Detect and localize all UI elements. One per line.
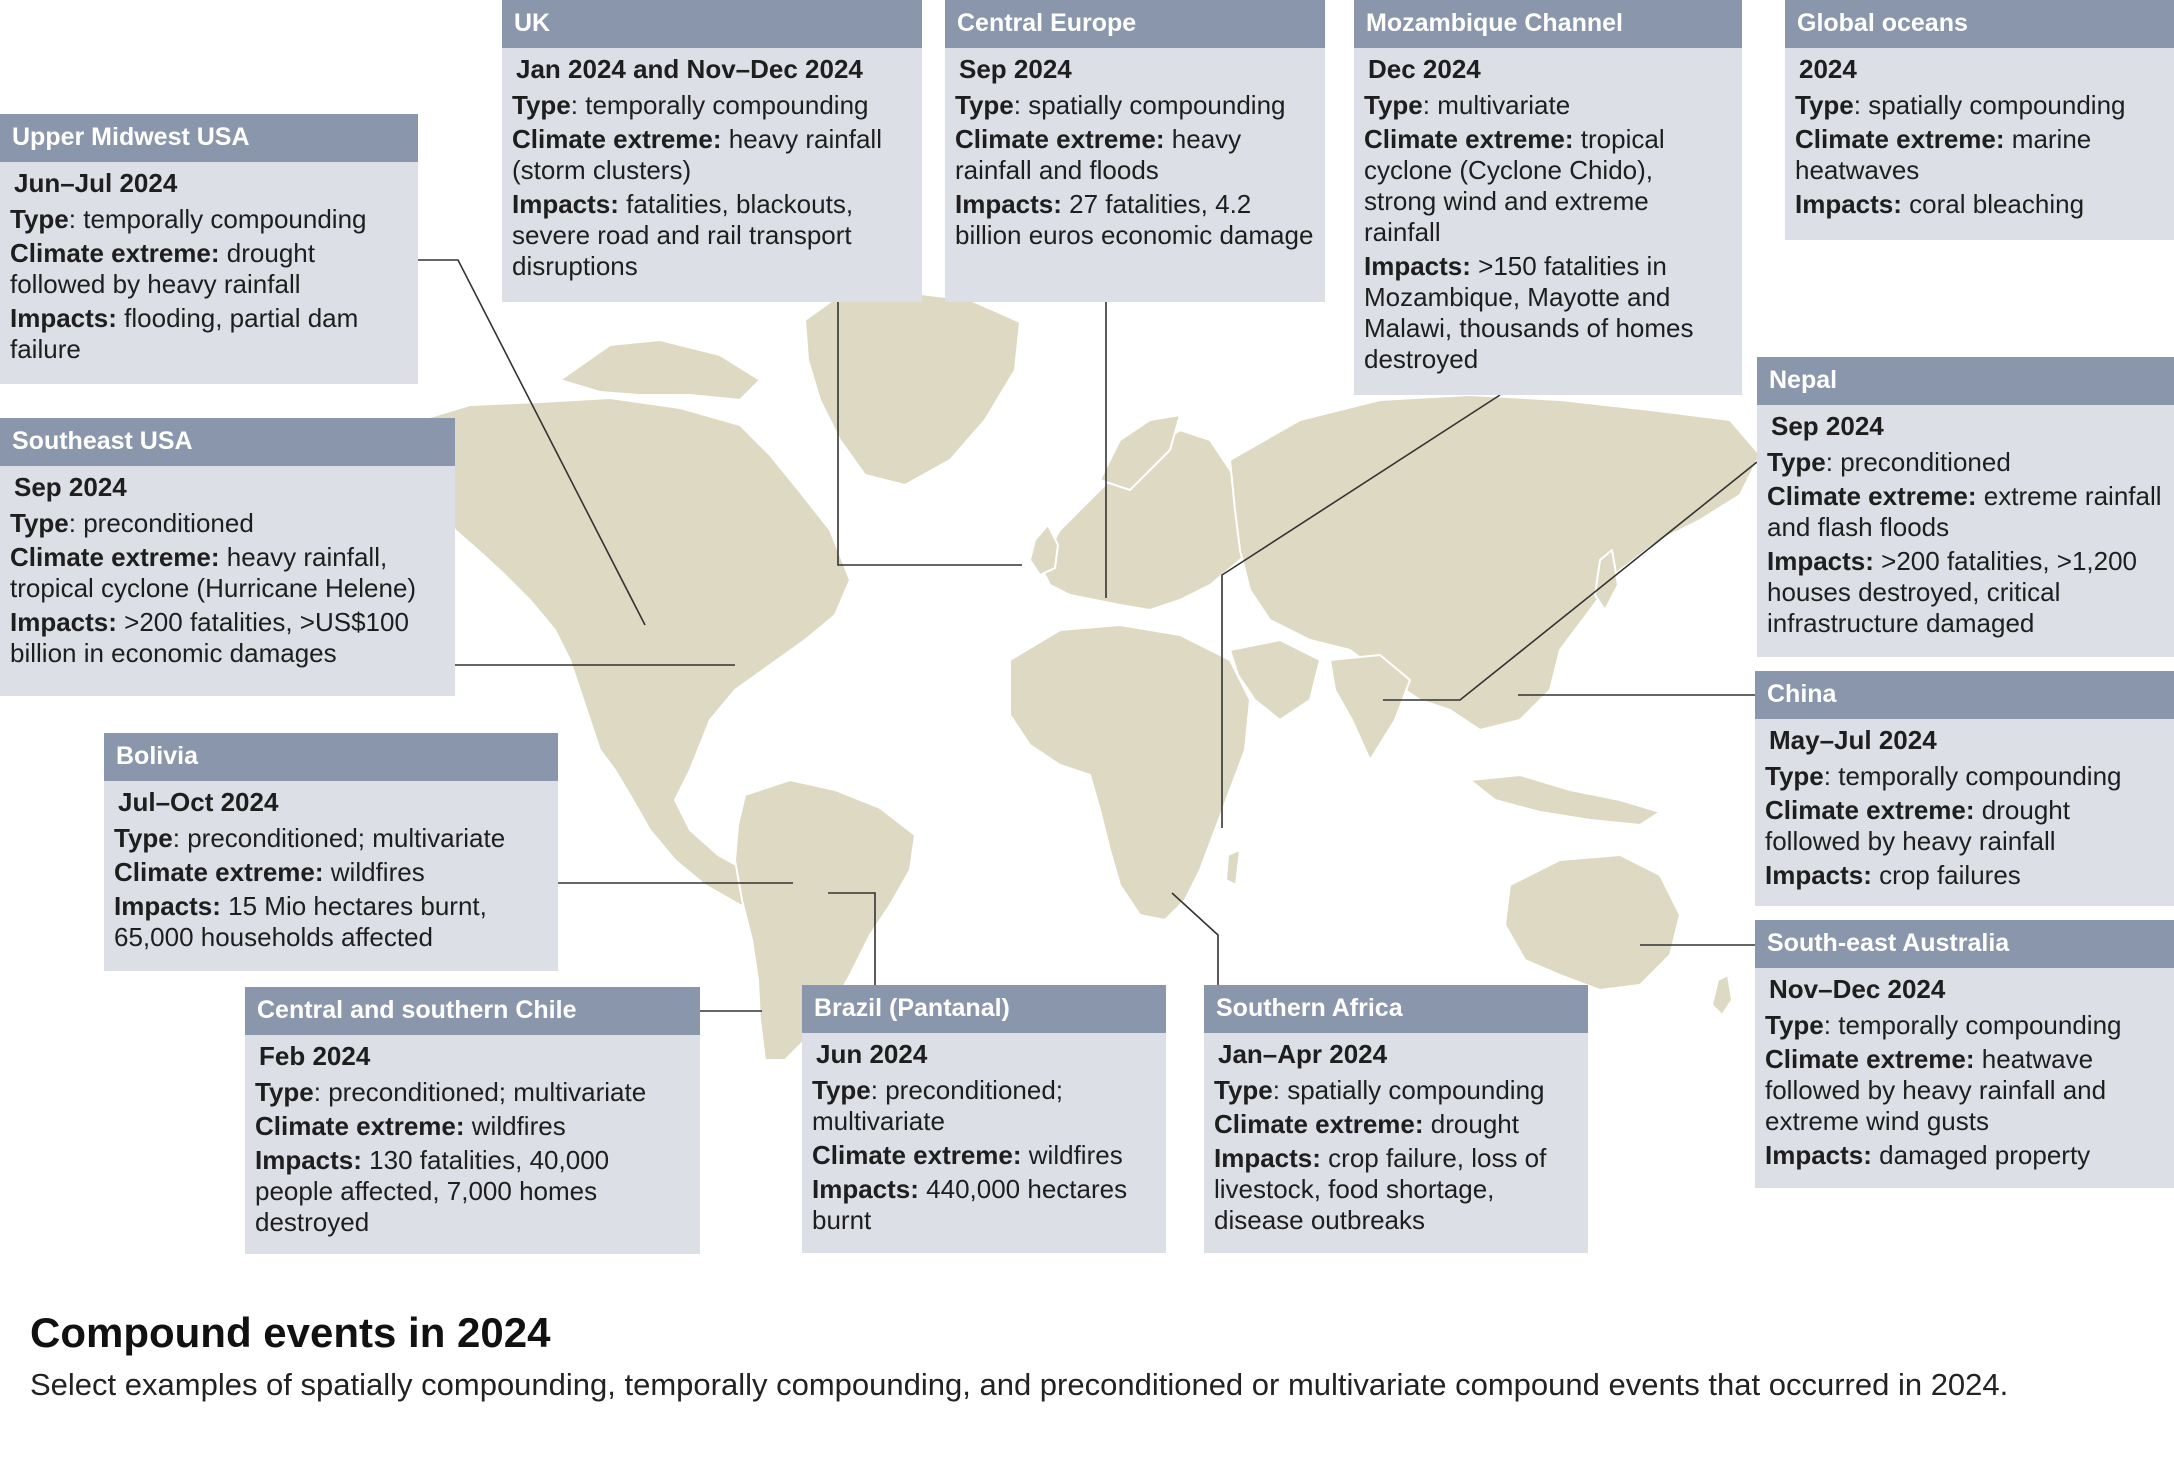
- event-extreme: heatwave followed by heavy rainfall and extreme wind gusts: [1765, 1044, 2107, 1136]
- impacts-label: Impacts:: [1767, 546, 1874, 576]
- event-type: temporally compounding: [585, 90, 869, 120]
- land-australia: [1505, 855, 1680, 990]
- impacts-label: Impacts:: [10, 303, 117, 333]
- type-label: Type: [1214, 1075, 1273, 1105]
- event-extreme: drought: [1430, 1109, 1519, 1139]
- type-label: Type: [812, 1075, 871, 1105]
- event-type: spatially compounding: [1868, 90, 2126, 120]
- event-region: Brazil (Pantanal): [802, 985, 1166, 1033]
- event-extreme: drought followed by heavy rainfall: [10, 238, 315, 299]
- event-extreme: wildfires: [1028, 1140, 1123, 1170]
- event-box-brazil: Brazil (Pantanal) Jun 2024 Type: preconditioned; multivariate Climate extreme: wildfires Impacts: 440,000 hectares burnt: [802, 985, 1166, 1253]
- event-extreme: heavy rainfall, tropical cyclone (Hurricane Helene): [10, 542, 417, 603]
- event-date: Sep 2024: [959, 54, 1072, 84]
- event-date: Jun–Jul 2024: [14, 168, 178, 198]
- event-region: Global oceans: [1785, 0, 2174, 48]
- type-label: Type: [10, 508, 69, 538]
- impacts-label: Impacts:: [955, 189, 1062, 219]
- event-box-china: China May–Jul 2024 Type: temporally compounding Climate extreme: drought followed by heavy rainfall Impacts: crop failures: [1755, 671, 2174, 906]
- land-madagascar: [1226, 850, 1240, 885]
- impacts-label: Impacts:: [10, 607, 117, 637]
- type-label: Type: [512, 90, 571, 120]
- event-region: Southeast USA: [0, 418, 455, 466]
- extreme-label: Climate extreme:: [512, 124, 722, 154]
- event-impacts: >200 fatalities, >US$100 billion in economic damages: [10, 607, 409, 668]
- event-impacts: flooding, partial dam failure: [10, 303, 359, 364]
- event-extreme: wildfires: [471, 1111, 566, 1141]
- event-impacts: damaged property: [1879, 1140, 2091, 1170]
- event-type: multivariate: [1437, 90, 1571, 120]
- event-box-bolivia: Bolivia Jul–Oct 2024 Type: preconditioned; multivariate Climate extreme: wildfires Impacts: 15 Mio hectares burnt, 65,000 households affected: [104, 733, 558, 971]
- event-extreme: drought followed by heavy rainfall: [1765, 795, 2070, 856]
- impacts-label: Impacts:: [812, 1174, 919, 1204]
- extreme-label: Climate extreme:: [114, 857, 324, 887]
- event-box-central-europe: Central Europe Sep 2024 Type: spatially compounding Climate extreme: heavy rainfall and floods Impacts: 27 fatalities, 4.2 billion euros economic damage: [945, 0, 1325, 302]
- impacts-label: Impacts:: [1765, 1140, 1872, 1170]
- event-impacts: coral bleaching: [1909, 189, 2085, 219]
- event-impacts: >200 fatalities, >1,200 houses destroyed, critical infrastructure damaged: [1767, 546, 2138, 638]
- event-date: 2024: [1799, 54, 1857, 84]
- impacts-label: Impacts:: [512, 189, 619, 219]
- impacts-label: Impacts:: [1765, 860, 1872, 890]
- event-type: temporally compounding: [1838, 761, 2122, 791]
- extreme-label: Climate extreme:: [1767, 481, 1977, 511]
- land-africa: [1010, 625, 1250, 920]
- impacts-label: Impacts:: [114, 891, 221, 921]
- event-date: Sep 2024: [14, 472, 127, 502]
- extreme-label: Climate extreme:: [1214, 1109, 1424, 1139]
- event-type: temporally compounding: [83, 204, 367, 234]
- event-box-uk: UK Jan 2024 and Nov–Dec 2024 Type: temporally compounding Climate extreme: heavy rainfall (storm clusters) Impacts: fatalities, blackouts, severe road and rail transport disruptions: [502, 0, 922, 302]
- impacts-label: Impacts:: [1214, 1143, 1321, 1173]
- event-box-southeast-australia: South-east Australia Nov–Dec 2024 Type: temporally compounding Climate extreme: heatwave followed by heavy rainfall and extreme wind gusts Impacts: damaged property: [1755, 920, 2174, 1188]
- type-label: Type: [1795, 90, 1854, 120]
- land-new-zealand: [1712, 975, 1732, 1015]
- type-label: Type: [1767, 447, 1826, 477]
- event-extreme: heavy rainfall and floods: [955, 124, 1242, 185]
- event-region: UK: [502, 0, 922, 48]
- land-indonesia: [1470, 775, 1660, 825]
- type-label: Type: [1364, 90, 1423, 120]
- event-date: Feb 2024: [259, 1041, 371, 1071]
- event-region: Bolivia: [104, 733, 558, 781]
- event-impacts: 27 fatalities, 4.2 billion euros economic damage: [955, 189, 1314, 250]
- event-impacts: >150 fatalities in Mozambique, Mayotte and Malawi, thousands of homes destroyed: [1364, 251, 1694, 374]
- impacts-label: Impacts:: [1364, 251, 1471, 281]
- event-box-nepal: Nepal Sep 2024 Type: preconditioned Climate extreme: extreme rainfall and flash floods Impacts: >200 fatalities, >1,200 houses destroyed, critical infrastructure damaged: [1757, 357, 2174, 657]
- land-india: [1330, 655, 1410, 760]
- event-extreme: wildfires: [330, 857, 425, 887]
- type-label: Type: [1765, 761, 1824, 791]
- event-extreme: marine heatwaves: [1795, 124, 2092, 185]
- extreme-label: Climate extreme:: [1364, 124, 1574, 154]
- event-box-southeast-usa: Southeast USA Sep 2024 Type: preconditioned Climate extreme: heavy rainfall, tropical cyclone (Hurricane Helene) Impacts: >200 fatalities, >US$100 billion in economic damages: [0, 418, 455, 696]
- type-label: Type: [1765, 1010, 1824, 1040]
- extreme-label: Climate extreme:: [255, 1111, 465, 1141]
- event-type: spatially compounding: [1287, 1075, 1545, 1105]
- extreme-label: Climate extreme:: [955, 124, 1165, 154]
- type-label: Type: [255, 1077, 314, 1107]
- event-date: Jul–Oct 2024: [118, 787, 279, 817]
- caption-title: Compound events in 2024: [30, 1309, 551, 1356]
- event-region: Mozambique Channel: [1354, 0, 1742, 48]
- event-type: preconditioned; multivariate: [328, 1077, 647, 1107]
- event-box-global-oceans: Global oceans 2024 Type: spatially compounding Climate extreme: marine heatwaves Impacts: coral bleaching: [1785, 0, 2174, 240]
- event-impacts: crop failures: [1879, 860, 2021, 890]
- event-region: Central Europe: [945, 0, 1325, 48]
- event-box-chile: Central and southern Chile Feb 2024 Type: preconditioned; multivariate Climate extreme: wildfires Impacts: 130 fatalities, 40,000 people affected, 7,000 homes destroyed: [245, 987, 700, 1254]
- event-type: temporally compounding: [1838, 1010, 2122, 1040]
- event-extreme: tropical cyclone (Cyclone Chido), strong wind and extreme rainfall: [1364, 124, 1665, 247]
- event-region: Nepal: [1757, 357, 2174, 405]
- event-date: Jan–Apr 2024: [1218, 1039, 1388, 1069]
- type-label: Type: [955, 90, 1014, 120]
- extreme-label: Climate extreme:: [10, 542, 220, 572]
- extreme-label: Climate extreme:: [10, 238, 220, 268]
- event-impacts: 130 fatalities, 40,000 people affected, 7,000 homes destroyed: [255, 1145, 610, 1237]
- event-region: South-east Australia: [1755, 920, 2174, 968]
- event-type: preconditioned: [1840, 447, 2011, 477]
- event-region: Upper Midwest USA: [0, 114, 418, 162]
- event-type: spatially compounding: [1028, 90, 1286, 120]
- event-type: preconditioned: [83, 508, 254, 538]
- caption-subtitle: Select examples of spatially compounding, temporally compounding, and preconditioned or multivariate compound events that occurred in 2024.: [30, 1367, 2009, 1403]
- event-region: Central and southern Chile: [245, 987, 700, 1035]
- event-impacts: 440,000 hectares burnt: [812, 1174, 1128, 1235]
- event-impacts: 15 Mio hectares burnt, 65,000 households affected: [114, 891, 487, 952]
- extreme-label: Climate extreme:: [1765, 1044, 1975, 1074]
- figure-caption: [30, 1308, 2130, 1408]
- event-date: Sep 2024: [1771, 411, 1884, 441]
- event-date: Jun 2024: [816, 1039, 928, 1069]
- type-label: Type: [10, 204, 69, 234]
- event-impacts: crop failure, loss of livestock, food shortage, disease outbreaks: [1214, 1143, 1547, 1235]
- extreme-label: Climate extreme:: [1765, 795, 1975, 825]
- event-extreme: heavy rainfall (storm clusters): [512, 124, 882, 185]
- land-arctic-islands: [560, 340, 760, 400]
- event-type: preconditioned; multivariate: [187, 823, 506, 853]
- land-uk: [1030, 525, 1058, 575]
- event-date: Jan 2024 and Nov–Dec 2024: [516, 54, 863, 84]
- event-box-mozambique-channel: Mozambique Channel Dec 2024 Type: multivariate Climate extreme: tropical cyclone (Cyclone Chido), strong wind and extreme rainfall Impacts: >150 fatalities in Mozambique, Mayotte and Malawi, thousands of homes destroyed: [1354, 0, 1742, 395]
- type-label: Type: [114, 823, 173, 853]
- event-region: Southern Africa: [1204, 985, 1588, 1033]
- event-impacts: fatalities, blackouts, severe road and rail transport disruptions: [512, 189, 854, 281]
- event-date: Nov–Dec 2024: [1769, 974, 1946, 1004]
- event-date: Dec 2024: [1368, 54, 1481, 84]
- event-box-upper-midwest-usa: Upper Midwest USA Jun–Jul 2024 Type: temporally compounding Climate extreme: drought followed by heavy rainfall Impacts: flooding, partial dam failure: [0, 114, 418, 384]
- impacts-label: Impacts:: [1795, 189, 1902, 219]
- event-date: May–Jul 2024: [1769, 725, 1937, 755]
- extreme-label: Climate extreme:: [1795, 124, 2005, 154]
- event-type: preconditioned; multivariate: [812, 1075, 1064, 1136]
- event-extreme: extreme rainfall and flash floods: [1767, 481, 2162, 542]
- extreme-label: Climate extreme:: [812, 1140, 1022, 1170]
- event-box-southern-africa: Southern Africa Jan–Apr 2024 Type: spatially compounding Climate extreme: drought Impacts: crop failure, loss of livestock, food shortage, disease outbreaks: [1204, 985, 1588, 1253]
- event-region: China: [1755, 671, 2174, 719]
- impacts-label: Impacts:: [255, 1145, 362, 1175]
